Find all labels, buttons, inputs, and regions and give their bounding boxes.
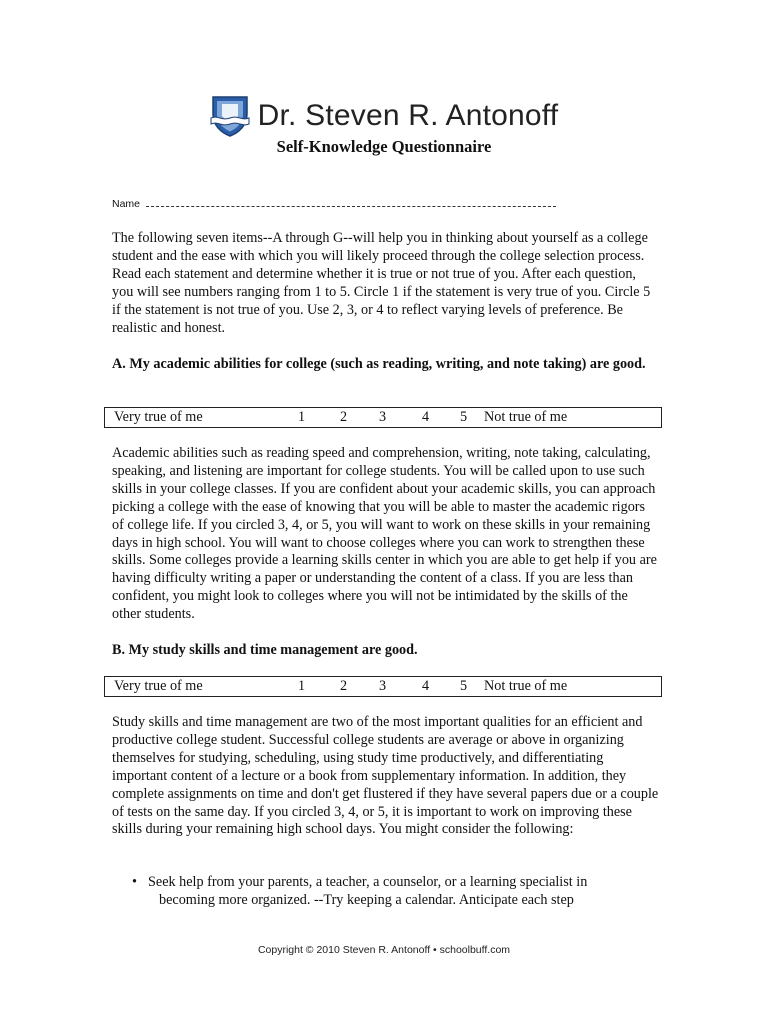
copyright-footer: Copyright © 2010 Steven R. Antonoff • schoolbuff.com	[257, 944, 511, 956]
item-b-rating-scale	[104, 676, 662, 697]
page-title: Self-Knowledge Questionnaire	[276, 137, 492, 156]
scale-left-label: Very true of me	[114, 678, 203, 694]
item-b-body: Study skills and time management are two of the most important qualities for an efficient and productive college student. Successful college students are average or above in organizing themselves for studying, scheduling, using study time productively, and differentiating important content of a lecture or a book from supplementary information. In addition, they complete assignments on time and don't get flustered if they have several papers due or a couple of tests on the same day. If you circled 3, 4, or 5, it is important to work on improving these skills during your remaining high school days. You might consider the following:	[112, 714, 659, 838]
item-a-heading: A. My academic abilities for college (such as reading, writing, and note taking) are good.	[112, 356, 646, 372]
letterhead	[0, 94, 768, 138]
bullet-dot-icon: •	[132, 874, 137, 890]
item-a-rating-scale	[104, 407, 662, 428]
scale-left-label: Very true of me	[114, 409, 203, 425]
scale-number-1[interactable]: 1	[298, 409, 306, 425]
scale-right-label: Not true of me	[484, 409, 568, 425]
scale-number-5[interactable]: 5	[460, 678, 468, 694]
item-a-body: Academic abilities such as reading speed and comprehension, writing, note taking, calculating, speaking, and listening are important for college students. You will be called upon to use such skills in your college classes. If you are confident about your academic skills, you can approach picking a college with the ease of knowing that you will be able to master the academic rigors of college life. If you circled 3, 4, or 5, you will want to work on these skills in your remaining days in high school. You will want to choose colleges where you can work to strengthen these skills. Some colleges provide a learning skills center in which you are able to get help if you are having difficulty writing a paper or understanding the content of a class. If you are less than confident, you might look to colleges where you will not be intimidated by the skills of the other students.	[112, 445, 657, 623]
scale-number-4[interactable]: 4	[422, 678, 430, 694]
scale-number-4[interactable]: 4	[422, 409, 430, 425]
scale-number-2[interactable]: 2	[340, 409, 348, 425]
shield-logo-icon	[210, 94, 250, 138]
name-field	[112, 196, 556, 210]
brand-name: Dr. Steven R. Antonoff	[257, 99, 559, 132]
item-b-heading: B. My study skills and time management are good.	[112, 642, 418, 658]
scale-number-3[interactable]: 3	[379, 409, 387, 425]
scale-number-5[interactable]: 5	[460, 409, 468, 425]
intro-paragraph: The following seven items--A through G--will help you in thinking about yourself as a college student and the ease with which you will likely proceed through the college selection process. Read each statement and determine whether it is true or not true of you. After each question, you will see numbers ranging from 1 to 5. Circle 1 if the statement is very true of you. Circle 5 if the statement is not true of you. Use 2, 3, or 4 to reflect varying levels of preference. Be realistic and honest.	[112, 230, 651, 336]
scale-number-1[interactable]: 1	[298, 678, 306, 694]
bullet-line-2: becoming more organized. --Try keeping a calendar. Anticipate each step	[159, 892, 574, 908]
name-label: Name	[112, 198, 141, 210]
name-blank-line	[146, 196, 556, 207]
scale-number-2[interactable]: 2	[340, 678, 348, 694]
scale-number-3[interactable]: 3	[379, 678, 387, 694]
bullet-line-1: Seek help from your parents, a teacher, a counselor, or a learning specialist in	[148, 874, 588, 890]
scale-right-label: Not true of me	[484, 678, 568, 694]
